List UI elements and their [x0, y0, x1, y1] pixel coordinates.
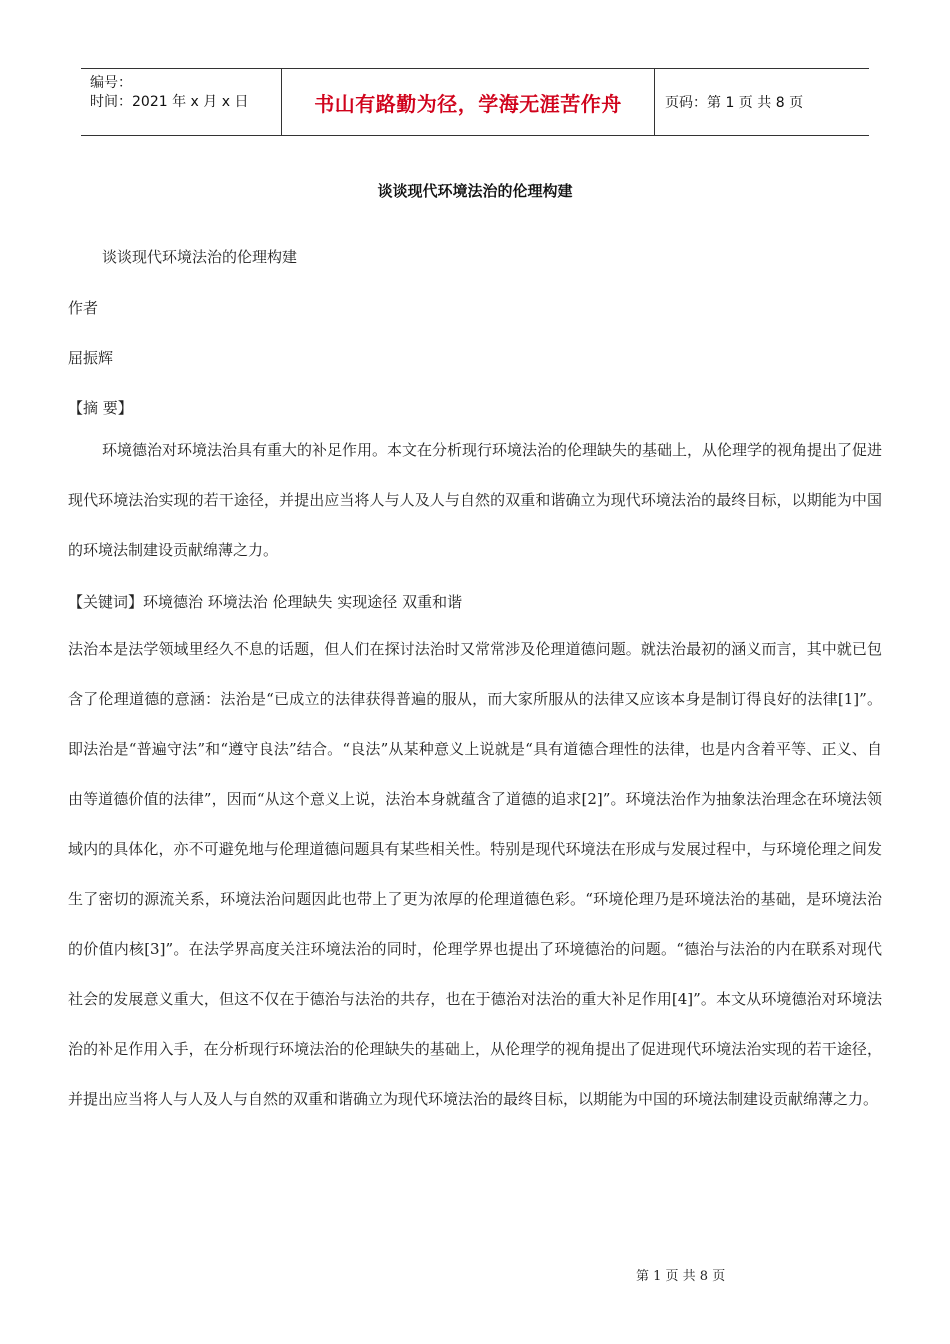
page-number-label: 页码：第 1 页 共 8 页: [665, 95, 804, 111]
document-title: 谈谈现代环境法治的伦理构建: [377, 182, 573, 200]
motto-text: 书山有路勤为径，学海无涯苦作舟: [314, 91, 622, 116]
keywords-line: 【关键词】环境德治 环境法治 伦理缺失 实现途径 双重和谐: [68, 593, 463, 611]
document-subtitle: 谈谈现代环境法治的伦理构建: [102, 248, 298, 266]
number-label: 编号：: [90, 75, 132, 91]
page-footer: 第 1 页 共 8 页: [636, 1269, 726, 1284]
abstract-label: 【摘 要】: [68, 399, 133, 417]
abstract-paragraph: 环境德治对环境法治具有重大的补足作用。本文在分析现行环境法治的伦理缺失的基础上，从伦理学的视角提出了促进现代环境法治实现的若干途径，并提出应当将人与人及人与自然的双重和谐确立为现代环境法治的最终目标，以期能为中国的环境法制建设贡献绵薄之力。: [68, 441, 883, 559]
body-paragraph: 法治本是法学领域里经久不息的话题，但人们在探讨法治时又常常涉及伦理道德问题。就法治最初的涵义而言，其中就已包含了伦理道德的意涵：法治是“已成立的法律获得普遍的服从，而大家所服从的法律又应该本身是制订得良好的法律[1]”。即法治是“普遍守法”和“遵守良法”结合。“良法”从某种意义上说就是“具有道德合理性的法律，也是内含着平等、正义、自由等道德价值的法律”，因而“从这个意义上说，法治本身就蕴含了道德的追求[2]”。环境法治作为抽象法治理念在环境法领域内的具体化，亦不可避免地与伦理道德问题具有某些相关性。特别是现代环境法在形成与发展过程中，与环境伦理之间发生了密切的源流关系，环境法治问题因此也带上了更为浓厚的伦理道德色彩。“环境伦理乃是环境法治的基础，是环境法治的价值内核[3]”。在法学界高度关注环境法治的同时，伦理学界也提出了环境德治的问题。“德治与法治的内在联系对现代社会的发展意义重大，但这不仅在于德治与法治的共存，也在于德治对法治的重大补足作用[4]”。本文从环境德治对环境法治的补足作用入手，在分析现行环境法治的伦理缺失的基础上，从伦理学的视角提出了促进现代环境法治实现的若干途径，并提出应当将人与人及人与自然的双重和谐确立为现代环境法治的最终目标，以期能为中国的环境法制建设贡献绵薄之力。: [68, 640, 882, 1108]
author-label: 作者: [68, 299, 99, 317]
author-name: 屈振辉: [68, 349, 114, 367]
page-header: [81, 68, 869, 136]
header-motto-cell: [281, 69, 655, 135]
time-label: 时间：2021 年 x 月 x 日: [90, 94, 249, 110]
header-page-cell: [655, 69, 869, 135]
header-meta-cell: [81, 69, 281, 135]
